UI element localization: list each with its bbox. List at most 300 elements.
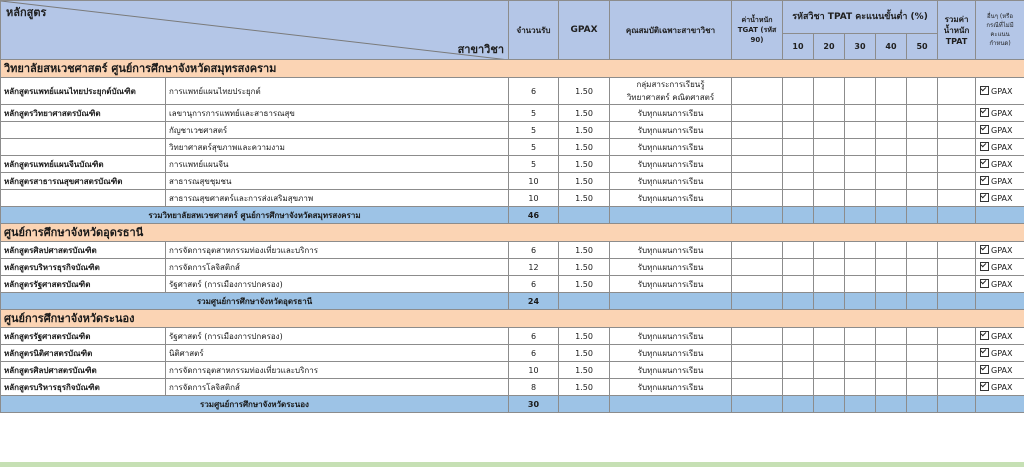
header-other-line4: กำหนด) xyxy=(989,40,1011,47)
summary-row xyxy=(1,396,1024,413)
other-cell xyxy=(976,242,1024,259)
checkbox-checked-icon[interactable] xyxy=(980,125,989,134)
tpat-10-cell xyxy=(783,345,814,362)
requirement-line1: รับทุกแผนการเรียน xyxy=(637,159,704,169)
tpat-30-cell xyxy=(845,379,876,396)
tgat-weight-cell xyxy=(732,139,783,156)
summary-empty xyxy=(976,293,1024,310)
header-tpat-40: 40 xyxy=(876,34,907,60)
gpax-cell: 1.50 xyxy=(559,156,610,173)
tpat-10-cell xyxy=(783,156,814,173)
gpax-cell: 1.50 xyxy=(559,259,610,276)
table-row xyxy=(1,139,1024,156)
checkbox-checked-icon[interactable] xyxy=(980,108,989,117)
tpat-40-cell xyxy=(876,328,907,345)
major-cell: รัฐศาสตร์ (การเมืองการปกครอง) xyxy=(166,276,509,293)
summary-row xyxy=(1,293,1024,310)
tpat-20-cell xyxy=(814,173,845,190)
requirement-cell xyxy=(610,276,732,293)
total-weight-cell xyxy=(938,190,976,207)
table-row xyxy=(1,105,1024,122)
summary-empty xyxy=(907,293,938,310)
summary-empty xyxy=(732,293,783,310)
major-cell: การจัดการอุตสาหกรรมท่องเที่ยวและบริการ xyxy=(166,242,509,259)
tpat-50-cell xyxy=(907,242,938,259)
tgat-weight-cell xyxy=(732,105,783,122)
tpat-10-cell xyxy=(783,105,814,122)
requirement-cell xyxy=(610,379,732,396)
tpat-10-cell xyxy=(783,328,814,345)
checkbox-checked-icon[interactable] xyxy=(980,262,989,271)
header-other-line3: คะแนน xyxy=(990,31,1010,38)
tpat-10-cell xyxy=(783,276,814,293)
section-header xyxy=(1,310,1024,328)
checkbox-checked-icon[interactable] xyxy=(980,176,989,185)
requirement-cell xyxy=(610,122,732,139)
program-cell: หลักสูตรศิลปศาสตรบัณฑิต xyxy=(1,362,166,379)
tpat-50-cell xyxy=(907,122,938,139)
other-gpax-label: GPAX xyxy=(991,382,1013,392)
other-gpax-label: GPAX xyxy=(991,176,1013,186)
requirement-cell xyxy=(610,78,732,105)
header-capacity: จำนวนรับ xyxy=(509,1,559,60)
summary-empty xyxy=(610,207,732,224)
summary-row xyxy=(1,207,1024,224)
tpat-50-cell xyxy=(907,276,938,293)
tpat-10-cell xyxy=(783,139,814,156)
requirement-line1: รับทุกแผนการเรียน xyxy=(637,262,704,272)
gpax-cell: 1.50 xyxy=(559,276,610,293)
summary-empty xyxy=(976,207,1024,224)
section-header xyxy=(1,224,1024,242)
gpax-cell: 1.50 xyxy=(559,122,610,139)
table-row xyxy=(1,345,1024,362)
requirement-cell xyxy=(610,242,732,259)
table-row xyxy=(1,328,1024,345)
total-weight-cell xyxy=(938,122,976,139)
capacity-cell: 6 xyxy=(509,276,559,293)
tpat-30-cell xyxy=(845,345,876,362)
table-row xyxy=(1,122,1024,139)
tpat-20-cell xyxy=(814,156,845,173)
total-weight-cell xyxy=(938,276,976,293)
checkbox-checked-icon[interactable] xyxy=(980,142,989,151)
other-gpax-label: GPAX xyxy=(991,245,1013,255)
tpat-10-cell xyxy=(783,379,814,396)
section-title: ศูนย์การศึกษาจังหวัดระนอง xyxy=(1,310,1024,328)
tpat-20-cell xyxy=(814,105,845,122)
requirement-cell xyxy=(610,362,732,379)
capacity-cell: 5 xyxy=(509,105,559,122)
tpat-40-cell xyxy=(876,242,907,259)
major-cell: การแพทย์แผนจีน xyxy=(166,156,509,173)
major-cell: วิทยาศาสตร์สุขภาพและความงาม xyxy=(166,139,509,156)
requirement-line1: รับทุกแผนการเรียน xyxy=(637,279,704,289)
summary-empty xyxy=(876,207,907,224)
header-total-line1: รวมค่า xyxy=(944,14,969,24)
tpat-20-cell xyxy=(814,139,845,156)
tgat-weight-cell xyxy=(732,379,783,396)
total-weight-cell xyxy=(938,328,976,345)
tpat-30-cell xyxy=(845,190,876,207)
checkbox-checked-icon[interactable] xyxy=(980,382,989,391)
summary-empty xyxy=(976,396,1024,413)
tpat-40-cell xyxy=(876,105,907,122)
other-cell xyxy=(976,379,1024,396)
capacity-cell: 6 xyxy=(509,78,559,105)
tpat-50-cell xyxy=(907,139,938,156)
other-gpax-label: GPAX xyxy=(991,348,1013,358)
gpax-cell: 1.50 xyxy=(559,328,610,345)
requirement-cell xyxy=(610,345,732,362)
tpat-20-cell xyxy=(814,259,845,276)
header-tgat-line2: TGAT (รหัส xyxy=(737,26,777,34)
tpat-10-cell xyxy=(783,362,814,379)
total-weight-cell xyxy=(938,105,976,122)
program-cell: หลักสูตรนิติศาสตรบัณฑิต xyxy=(1,345,166,362)
major-cell: กัญชาเวชศาสตร์ xyxy=(166,122,509,139)
capacity-cell: 10 xyxy=(509,190,559,207)
requirement-line1: รับทุกแผนการเรียน xyxy=(637,193,704,203)
tpat-50-cell xyxy=(907,78,938,105)
summary-empty xyxy=(907,396,938,413)
gpax-cell: 1.50 xyxy=(559,190,610,207)
major-cell: การจัดการโลจิสติกส์ xyxy=(166,259,509,276)
tpat-20-cell xyxy=(814,328,845,345)
section-header xyxy=(1,60,1024,78)
header-other-line1: อื่นๆ (หรือ xyxy=(987,13,1014,20)
tgat-weight-cell xyxy=(732,328,783,345)
major-cell: การแพทย์แผนไทยประยุกต์ xyxy=(166,78,509,105)
requirement-line1: รับทุกแผนการเรียน xyxy=(637,108,704,118)
total-weight-cell xyxy=(938,139,976,156)
summary-empty xyxy=(845,293,876,310)
summary-empty xyxy=(814,207,845,224)
gpax-cell: 1.50 xyxy=(559,345,610,362)
other-cell xyxy=(976,122,1024,139)
summary-empty xyxy=(732,207,783,224)
tpat-40-cell xyxy=(876,139,907,156)
tpat-10-cell xyxy=(783,122,814,139)
tpat-40-cell xyxy=(876,122,907,139)
checkbox-checked-icon[interactable] xyxy=(980,331,989,340)
requirement-line1: รับทุกแผนการเรียน xyxy=(637,382,704,392)
header-program: หลักสูตร xyxy=(6,6,47,19)
checkbox-checked-icon[interactable] xyxy=(980,348,989,357)
total-weight-cell xyxy=(938,379,976,396)
program-cell xyxy=(1,190,166,207)
program-cell: หลักสูตรบริหารธุรกิจบัณฑิต xyxy=(1,259,166,276)
requirement-line1: รับทุกแผนการเรียน xyxy=(637,245,704,255)
summary-empty xyxy=(876,293,907,310)
header-diagonal-line xyxy=(1,1,509,60)
summary-total: 46 xyxy=(509,207,559,224)
requirement-line1: รับทุกแผนการเรียน xyxy=(637,125,704,135)
program-cell xyxy=(1,122,166,139)
tgat-weight-cell xyxy=(732,242,783,259)
program-cell: หลักสูตรแพทย์แผนไทยประยุกต์บัณฑิต xyxy=(1,78,166,105)
tpat-30-cell xyxy=(845,139,876,156)
major-cell: การจัดการโลจิสติกส์ xyxy=(166,379,509,396)
summary-empty xyxy=(814,396,845,413)
tpat-20-cell xyxy=(814,78,845,105)
summary-empty xyxy=(845,207,876,224)
tpat-40-cell xyxy=(876,276,907,293)
other-cell xyxy=(976,276,1024,293)
program-cell: หลักสูตรศิลปศาสตรบัณฑิต xyxy=(1,242,166,259)
tpat-50-cell xyxy=(907,259,938,276)
tpat-50-cell xyxy=(907,362,938,379)
tpat-20-cell xyxy=(814,379,845,396)
requirement-cell xyxy=(610,259,732,276)
requirement-line1: กลุ่มสาระการเรียนรู้ xyxy=(636,80,705,89)
table-row xyxy=(1,78,1024,105)
header-gpax: GPAX xyxy=(559,1,610,60)
total-weight-cell xyxy=(938,259,976,276)
header-tpat-group: รหัสวิชา TPAT คะแนนขั้นต่ำ (%) xyxy=(783,1,938,34)
capacity-cell: 5 xyxy=(509,139,559,156)
tpat-50-cell xyxy=(907,345,938,362)
tgat-weight-cell xyxy=(732,362,783,379)
requirement-cell xyxy=(610,156,732,173)
capacity-cell: 6 xyxy=(509,242,559,259)
program-cell: หลักสูตรสาธารณสุขศาสตรบัณฑิต xyxy=(1,173,166,190)
major-cell: รัฐศาสตร์ (การเมืองการปกครอง) xyxy=(166,328,509,345)
summary-empty xyxy=(783,207,814,224)
program-cell: หลักสูตรรัฐศาสตรบัณฑิต xyxy=(1,328,166,345)
capacity-cell: 6 xyxy=(509,328,559,345)
major-cell: เลขานุการการแพทย์และสาธารณสุข xyxy=(166,105,509,122)
tgat-weight-cell xyxy=(732,122,783,139)
header-major: สาขาวิชา xyxy=(457,43,504,56)
other-gpax-label: GPAX xyxy=(991,365,1013,375)
gpax-cell: 1.50 xyxy=(559,362,610,379)
checkbox-checked-icon[interactable] xyxy=(980,193,989,202)
section-title: วิทยาลัยสหเวชศาสตร์ ศูนย์การศึกษาจังหวัดสมุทรสงคราม xyxy=(1,60,1024,78)
requirement-cell xyxy=(610,139,732,156)
summary-total: 30 xyxy=(509,396,559,413)
table-row xyxy=(1,190,1024,207)
program-cell: หลักสูตรแพทย์แผนจีนบัณฑิต xyxy=(1,156,166,173)
tpat-30-cell xyxy=(845,328,876,345)
checkbox-checked-icon[interactable] xyxy=(980,245,989,254)
total-weight-cell xyxy=(938,242,976,259)
header-tgat-line3: 90) xyxy=(750,36,764,44)
summary-label: รวมศูนย์การศึกษาจังหวัดระนอง xyxy=(1,396,509,413)
summary-empty xyxy=(732,396,783,413)
tpat-30-cell xyxy=(845,78,876,105)
other-cell xyxy=(976,190,1024,207)
header-total-weight xyxy=(938,1,976,60)
header-other-line2: กรณีที่ไม่มี xyxy=(986,22,1014,29)
table-row xyxy=(1,242,1024,259)
requirement-line1: รับทุกแผนการเรียน xyxy=(637,176,704,186)
tpat-40-cell xyxy=(876,345,907,362)
total-weight-cell xyxy=(938,78,976,105)
requirement-cell xyxy=(610,328,732,345)
tpat-30-cell xyxy=(845,122,876,139)
tgat-weight-cell xyxy=(732,156,783,173)
total-weight-cell xyxy=(938,362,976,379)
summary-empty xyxy=(938,207,976,224)
capacity-cell: 5 xyxy=(509,156,559,173)
summary-empty xyxy=(938,293,976,310)
tgat-weight-cell xyxy=(732,173,783,190)
header-total-line3: TPAT xyxy=(945,36,968,46)
tpat-30-cell xyxy=(845,105,876,122)
tpat-50-cell xyxy=(907,379,938,396)
summary-empty xyxy=(610,396,732,413)
tpat-50-cell xyxy=(907,173,938,190)
checkbox-checked-icon[interactable] xyxy=(980,279,989,288)
summary-empty xyxy=(907,207,938,224)
requirement-line2: วิทยาศาสตร์ คณิตศาสตร์ xyxy=(626,93,715,102)
section-title: ศูนย์การศึกษาจังหวัดอุดรธานี xyxy=(1,224,1024,242)
total-weight-cell xyxy=(938,173,976,190)
major-cell: นิติศาสตร์ xyxy=(166,345,509,362)
other-cell xyxy=(976,156,1024,173)
other-gpax-label: GPAX xyxy=(991,159,1013,169)
program-cell: หลักสูตรรัฐศาสตรบัณฑิต xyxy=(1,276,166,293)
tpat-50-cell xyxy=(907,105,938,122)
other-cell xyxy=(976,78,1024,105)
tpat-20-cell xyxy=(814,122,845,139)
tpat-50-cell xyxy=(907,190,938,207)
requirement-cell xyxy=(610,173,732,190)
other-cell xyxy=(976,328,1024,345)
summary-empty xyxy=(783,396,814,413)
tpat-30-cell xyxy=(845,276,876,293)
tpat-30-cell xyxy=(845,259,876,276)
capacity-cell: 8 xyxy=(509,379,559,396)
tpat-50-cell xyxy=(907,328,938,345)
requirement-line1: รับทุกแผนการเรียน xyxy=(637,331,704,341)
tgat-weight-cell xyxy=(732,345,783,362)
tpat-20-cell xyxy=(814,242,845,259)
table-row xyxy=(1,156,1024,173)
table-row xyxy=(1,173,1024,190)
tpat-10-cell xyxy=(783,259,814,276)
checkbox-checked-icon[interactable] xyxy=(980,86,989,95)
summary-empty xyxy=(559,207,610,224)
summary-total: 24 xyxy=(509,293,559,310)
program-cell: หลักสูตรวิทยาศาสตรบัณฑิต xyxy=(1,105,166,122)
checkbox-checked-icon[interactable] xyxy=(980,159,989,168)
capacity-cell: 5 xyxy=(509,122,559,139)
requirement-cell xyxy=(610,190,732,207)
program-cell xyxy=(1,139,166,156)
header-requirement: คุณสมบัติเฉพาะสาขาวิชา xyxy=(610,1,732,60)
capacity-cell: 10 xyxy=(509,173,559,190)
tpat-40-cell xyxy=(876,173,907,190)
tpat-40-cell xyxy=(876,362,907,379)
other-cell xyxy=(976,362,1024,379)
bottom-green-strip xyxy=(0,462,1024,467)
tpat-10-cell xyxy=(783,78,814,105)
table-row xyxy=(1,276,1024,293)
gpax-cell: 1.50 xyxy=(559,173,610,190)
tpat-20-cell xyxy=(814,362,845,379)
other-cell xyxy=(976,105,1024,122)
summary-empty xyxy=(559,396,610,413)
tpat-40-cell xyxy=(876,78,907,105)
tpat-30-cell xyxy=(845,362,876,379)
other-gpax-label: GPAX xyxy=(991,125,1013,135)
other-gpax-label: GPAX xyxy=(991,262,1013,272)
header-program-major xyxy=(1,1,509,60)
tpat-30-cell xyxy=(845,242,876,259)
tpat-30-cell xyxy=(845,156,876,173)
tpat-10-cell xyxy=(783,173,814,190)
table-row xyxy=(1,379,1024,396)
other-gpax-label: GPAX xyxy=(991,108,1013,118)
header-tgat-line1: ค่าน้ำหนัก xyxy=(741,16,773,24)
gpax-cell: 1.50 xyxy=(559,242,610,259)
tpat-20-cell xyxy=(814,345,845,362)
total-weight-cell xyxy=(938,345,976,362)
summary-empty xyxy=(845,396,876,413)
requirement-cell xyxy=(610,105,732,122)
major-cell: สาธารณสุขศาสตร์และการส่งเสริมสุขภาพ xyxy=(166,190,509,207)
tpat-40-cell xyxy=(876,156,907,173)
requirement-line1: รับทุกแผนการเรียน xyxy=(637,365,704,375)
tpat-20-cell xyxy=(814,276,845,293)
tpat-20-cell xyxy=(814,190,845,207)
capacity-cell: 6 xyxy=(509,345,559,362)
other-cell xyxy=(976,139,1024,156)
table-row xyxy=(1,259,1024,276)
summary-empty xyxy=(938,396,976,413)
tpat-10-cell xyxy=(783,190,814,207)
other-gpax-label: GPAX xyxy=(991,193,1013,203)
tpat-40-cell xyxy=(876,379,907,396)
requirement-line1: รับทุกแผนการเรียน xyxy=(637,142,704,152)
gpax-cell: 1.50 xyxy=(559,139,610,156)
header-tpat-10: 10 xyxy=(783,34,814,60)
tgat-weight-cell xyxy=(732,259,783,276)
summary-label: รวมวิทยาลัยสหเวชศาสตร์ ศูนย์การศึกษาจังหวัดสมุทรสงคราม xyxy=(1,207,509,224)
summary-empty xyxy=(876,396,907,413)
table-row xyxy=(1,362,1024,379)
tgat-weight-cell xyxy=(732,78,783,105)
summary-empty xyxy=(814,293,845,310)
program-cell: หลักสูตรบริหารธุรกิจบัณฑิต xyxy=(1,379,166,396)
other-gpax-label: GPAX xyxy=(991,142,1013,152)
tpat-40-cell xyxy=(876,190,907,207)
major-cell: สาธารณสุขชุมชน xyxy=(166,173,509,190)
checkbox-checked-icon[interactable] xyxy=(980,365,989,374)
gpax-cell: 1.50 xyxy=(559,379,610,396)
summary-empty xyxy=(783,293,814,310)
other-cell xyxy=(976,259,1024,276)
major-cell: การจัดการอุตสาหกรรมท่องเที่ยวและบริการ xyxy=(166,362,509,379)
header-other xyxy=(976,1,1024,60)
tgat-weight-cell xyxy=(732,276,783,293)
tpat-50-cell xyxy=(907,156,938,173)
table-body xyxy=(1,60,1024,413)
other-cell xyxy=(976,173,1024,190)
gpax-cell: 1.50 xyxy=(559,78,610,105)
summary-label: รวมศูนย์การศึกษาจังหวัดอุดรธานี xyxy=(1,293,509,310)
gpax-cell: 1.50 xyxy=(559,105,610,122)
requirement-line1: รับทุกแผนการเรียน xyxy=(637,348,704,358)
other-gpax-label: GPAX xyxy=(991,331,1013,341)
header-tgat-weight xyxy=(732,1,783,60)
summary-empty xyxy=(610,293,732,310)
tpat-10-cell xyxy=(783,242,814,259)
tpat-40-cell xyxy=(876,259,907,276)
header-tpat-50: 50 xyxy=(907,34,938,60)
